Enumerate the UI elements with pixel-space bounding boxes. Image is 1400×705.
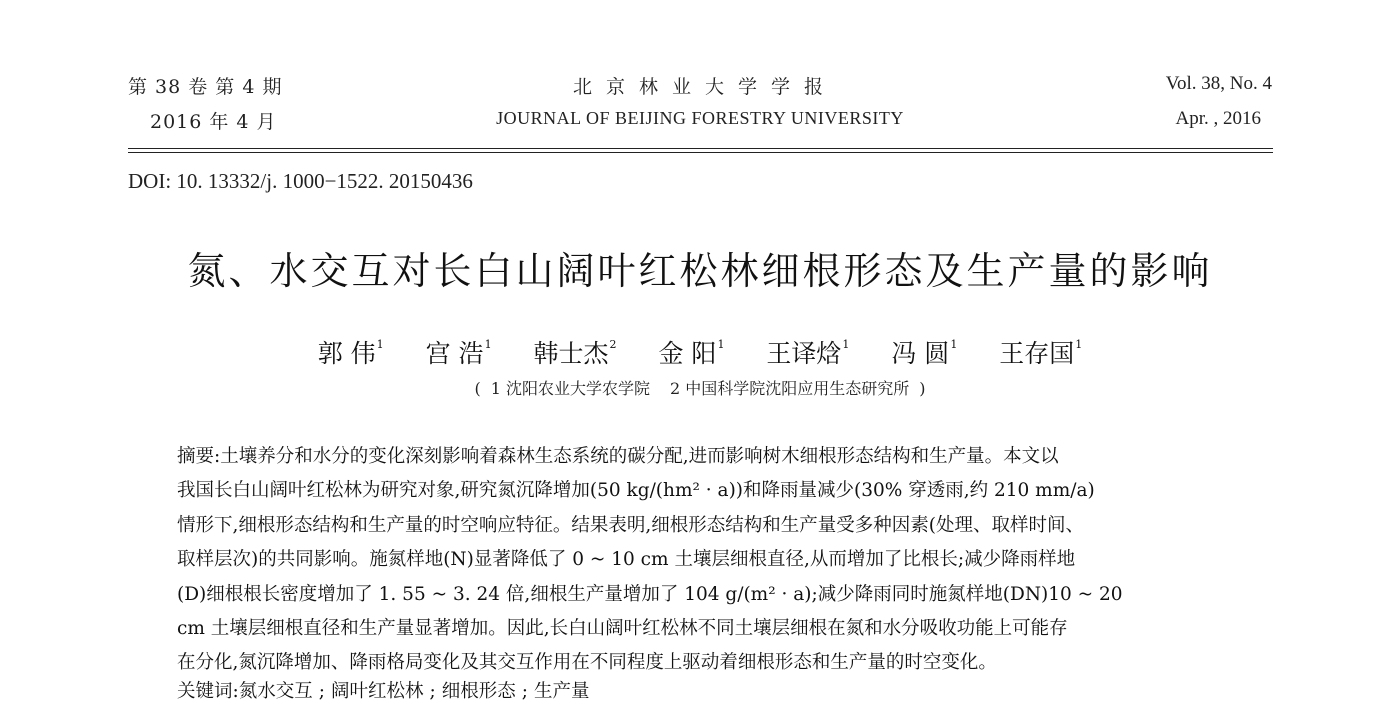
author-list bbox=[0, 334, 1400, 370]
affiliation-2: 2 中国科学院沈阳应用生态研究所 bbox=[670, 379, 910, 398]
keyword-separator: ; bbox=[429, 681, 436, 702]
author-affiliation-marker: 1 bbox=[842, 338, 850, 351]
abstract-line: 取样层次)的共同影响。施氮样地(N)显著降低了 0 ~ 10 cm 土壤层细根直径,从而增加了比根长;减少降雨样地 bbox=[177, 549, 1076, 571]
volume-issue-cn: 第 38 卷 第 4 期 bbox=[128, 76, 283, 98]
author-name: 冯 圆$^1$ bbox=[891, 338, 958, 368]
author-name: 王存国$^1$ bbox=[999, 338, 1083, 368]
author-name: 韩士杰$^2$ bbox=[533, 338, 617, 368]
author-affiliation-marker: 2 bbox=[609, 338, 617, 351]
abstract-line: (D)细根根长密度增加了 1. 55 ~ 3. 24 倍,细根生产量增加了 104 g/(m² · a);减少降雨同时施氮样地(DN)10 ~ 20 bbox=[177, 583, 1123, 605]
affiliation-close-paren: ) bbox=[919, 379, 926, 398]
author-affiliation-marker: 1 bbox=[717, 338, 725, 351]
abstract-line: 在分化,氮沉降增加、降雨格局变化及其交互作用在不同程度上驱动着细根形态和生产量的时空变化。 bbox=[177, 652, 997, 674]
keyword: 细根形态 bbox=[441, 681, 516, 702]
author-affiliation-marker: 1 bbox=[1075, 338, 1083, 351]
keyword-separator: ; bbox=[318, 681, 325, 702]
header-rule-bottom bbox=[128, 152, 1273, 153]
author-name: 郭 伟$^1$ bbox=[317, 338, 384, 368]
abstract bbox=[177, 440, 1223, 681]
affiliation-1: 1 沈阳农业大学农学院 bbox=[490, 379, 650, 398]
volume-issue-en: Vol. 38, No. 4 bbox=[1165, 73, 1272, 94]
author-name: 宫 浩$^1$ bbox=[425, 338, 492, 368]
keyword: 氮水交互 bbox=[238, 681, 313, 702]
keywords-label: 关键词: bbox=[177, 681, 239, 702]
publication-date-en: Apr. , 2016 bbox=[1175, 108, 1261, 129]
abstract-line: 摘要:土壤养分和水分的变化深刻影响着森林生态系统的碳分配,进而影响树木细根形态结构和生产量。本文以 bbox=[177, 446, 1059, 467]
keywords bbox=[177, 677, 590, 703]
publication-date-cn: 2016 年 4 月 bbox=[150, 111, 277, 133]
author-name: 金 阳$^1$ bbox=[658, 338, 725, 368]
affiliation-open-paren: ( bbox=[474, 379, 481, 398]
keyword-separator: ; bbox=[521, 681, 528, 702]
doi-line[interactable]: DOI: 10. 13332/j. 1000−1522. 20150436 bbox=[128, 169, 473, 193]
abstract-line: cm 土壤层细根直径和生产量显著增加。因此,长白山阔叶红松林不同土壤层细根在氮和水分吸收功能上可能存 bbox=[177, 617, 1068, 639]
author-affiliation-marker: 1 bbox=[376, 338, 384, 351]
author-name: 王译焓$^1$ bbox=[766, 338, 850, 368]
affiliations bbox=[0, 376, 1400, 399]
header-rule-top bbox=[128, 148, 1273, 149]
abstract-line: 我国长白山阔叶红松林为研究对象,研究氮沉降增加(50 kg/(hm² · a))和降雨量减少(30% 穿透雨,约 210 mm/a) bbox=[177, 480, 1095, 502]
keyword: 生产量 bbox=[533, 681, 590, 702]
journal-name-cn: 北京林业大学学报 bbox=[572, 76, 837, 98]
paper-title: 氮、水交互对长白山阔叶红松林细根形态及生产量的影响 bbox=[187, 249, 1213, 293]
journal-name-en: JOURNAL OF BEIJING FORESTRY UNIVERSITY bbox=[496, 108, 904, 128]
keyword: 阔叶红松林 bbox=[330, 681, 424, 702]
author-affiliation-marker: 1 bbox=[950, 338, 958, 351]
abstract-line: 情形下,细根形态结构和生产量的时空响应特征。结果表明,细根形态结构和生产量受多种因素(处理、取样时间、 bbox=[177, 514, 1084, 536]
author-affiliation-marker: 1 bbox=[484, 338, 492, 351]
